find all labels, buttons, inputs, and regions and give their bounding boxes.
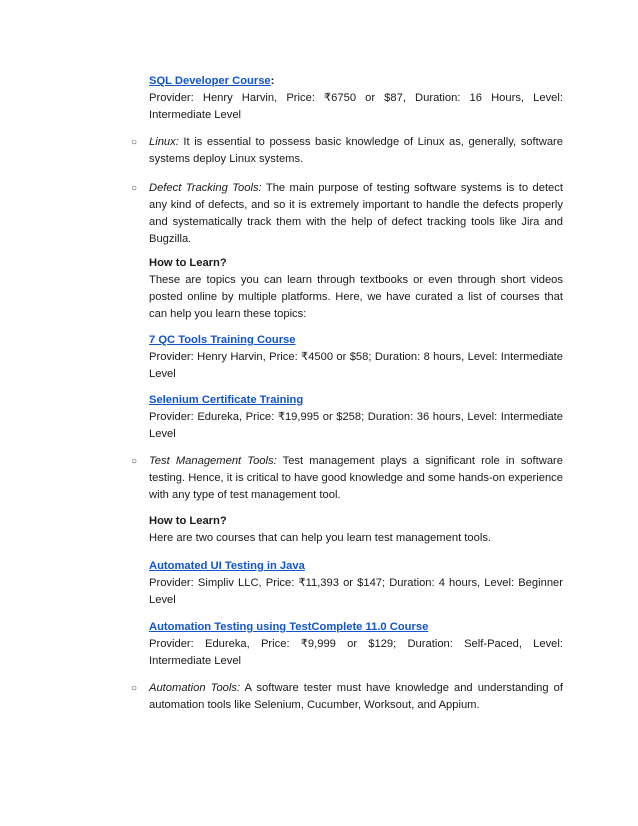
section-text: These are topics you can learn through textbooks or even through short videos posted online by multiple platforms. Here, we have curated a list of courses that can help you learn these topics: — [149, 274, 563, 320]
bullet-icon: ○ — [131, 683, 138, 694]
bullet-defect-tracking — [149, 180, 563, 248]
bullet-term: Linux: — [149, 136, 179, 148]
how-to-learn-section — [149, 255, 563, 323]
how-to-learn-section — [149, 513, 563, 547]
qc-tools-course-link[interactable]: 7 QC Tools Training Course — [149, 334, 296, 346]
course-automated-ui-testing — [149, 558, 563, 609]
bullet-term: Automation Tools: — [149, 682, 241, 694]
section-heading: How to Learn? — [149, 257, 227, 269]
bullet-term: Test Management Tools: — [149, 455, 277, 467]
course-qc-tools — [149, 332, 563, 383]
course-details: Provider: Edureka, Price: ₹19,995 or $258; Duration: 36 hours, Level: Intermediate Level — [149, 411, 563, 440]
bullet-icon: ○ — [131, 137, 138, 148]
colon: : — [270, 75, 275, 87]
bullet-icon: ○ — [131, 456, 138, 467]
bullet-term: Defect Tracking Tools: — [149, 182, 262, 194]
sql-developer-course-link[interactable]: SQL Developer Course — [149, 75, 271, 87]
course-details: Provider: Simpliv LLC, Price: ₹11,393 or $147; Duration: 4 hours, Level: Beginner Level — [149, 577, 563, 606]
bullet-linux — [149, 134, 563, 168]
course-sql-developer — [149, 73, 563, 124]
bullet-test-management — [149, 453, 563, 504]
section-text: Here are two courses that can help you learn test management tools. — [149, 532, 492, 544]
bullet-text: The main purpose of testing software systems is to detect any kind of defects, and so it is extremely important to handle the defects properly and systematically track them with the help of defect tracking tools like Jira and Bugzilla. — [149, 182, 563, 245]
bullet-text: It is essential to possess basic knowledge of Linux as, generally, software systems deploy Linux systems. — [149, 136, 563, 165]
bullet-text: A software tester must have knowledge and understanding of automation tools like Selenium, Cucumber, Worksout, and Appium. — [149, 682, 563, 711]
automated-ui-testing-course-link[interactable]: Automated UI Testing in Java — [149, 560, 305, 572]
section-heading: How to Learn? — [149, 515, 227, 527]
bullet-text: Test management plays a significant role in software testing. Hence, it is critical to have good knowledge and some hands-on experience with any type of test management tool. — [149, 455, 563, 501]
course-details: Provider: Henry Harvin, Price: ₹4500 or $58; Duration: 8 hours, Level: Intermediate Level — [149, 351, 563, 380]
testcomplete-course-link[interactable]: Automation Testing using TestComplete 11.0 Course — [149, 621, 429, 633]
bullet-automation-tools — [149, 680, 563, 714]
selenium-course-link[interactable]: Selenium Certificate Training — [149, 394, 304, 406]
course-testcomplete — [149, 619, 563, 670]
course-details: Provider: Edureka, Price: ₹9,999 or $129; Duration: Self-Paced, Level: Intermediate Level — [149, 638, 563, 667]
course-details: Provider: Henry Harvin, Price: ₹6750 or $87, Duration: 16 Hours, Level: Intermediate Level — [149, 92, 563, 121]
course-selenium — [149, 392, 563, 443]
bullet-icon: ○ — [131, 183, 138, 194]
